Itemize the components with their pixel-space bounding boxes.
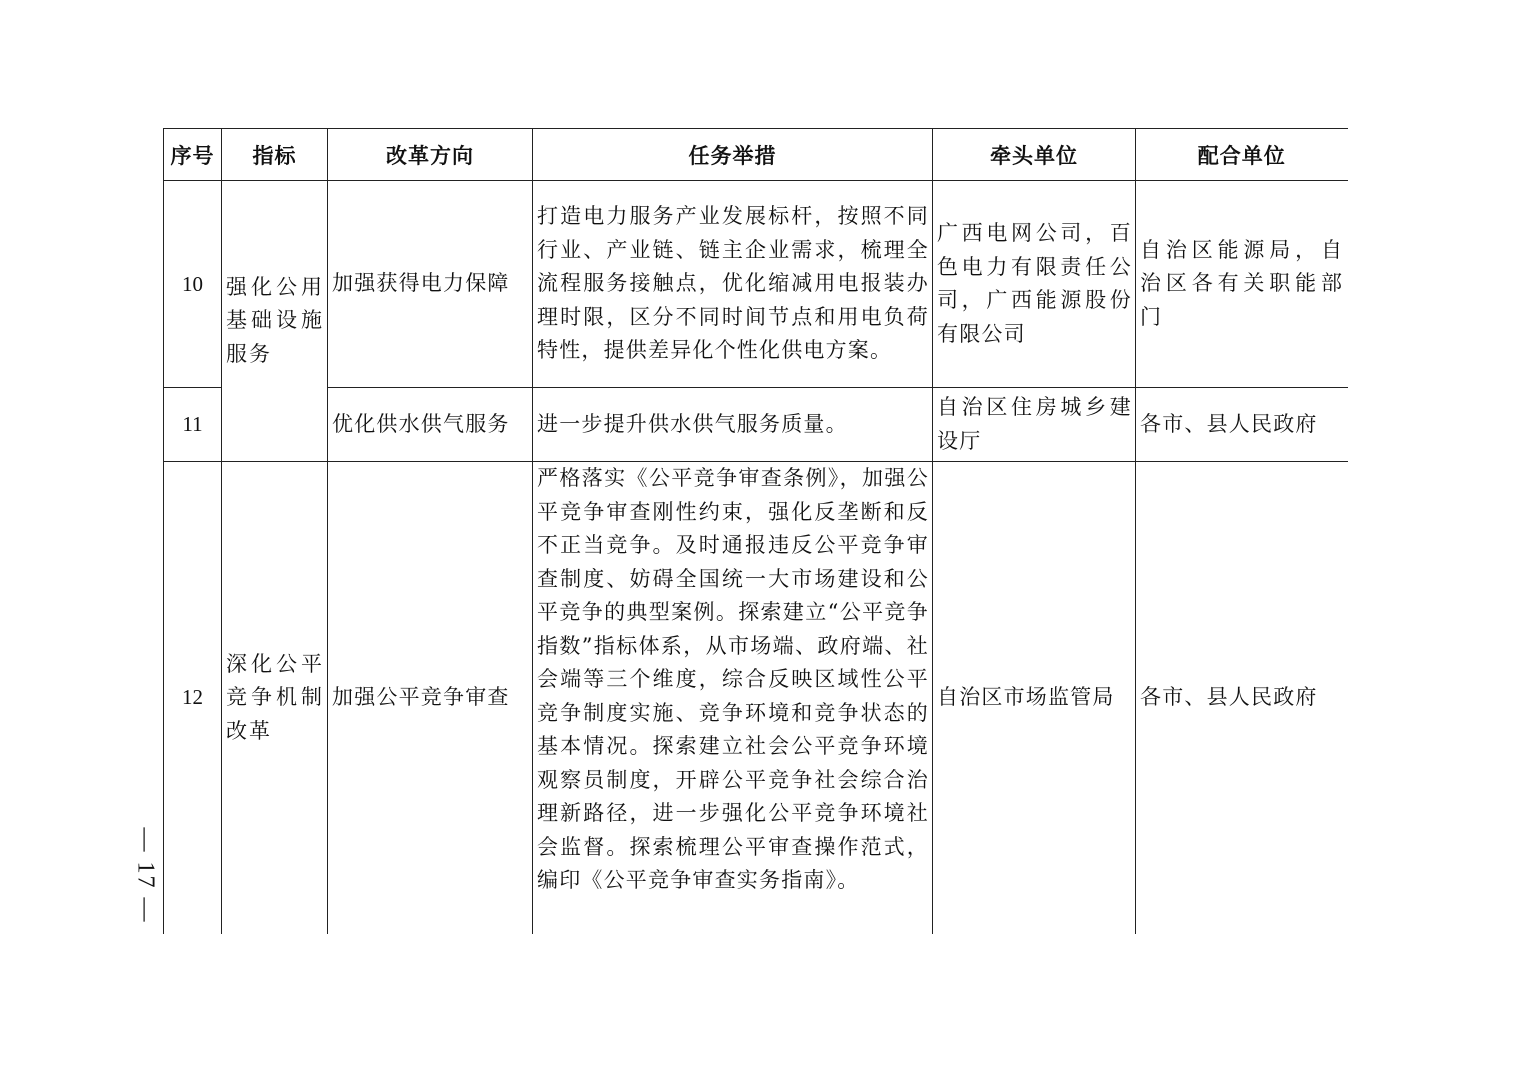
row-indicator-text: 深化公平竞争机制改革 (226, 651, 324, 743)
row-seq: 12 (164, 462, 222, 934)
row-cooperate-text: 各市、县人民政府 (1140, 411, 1318, 436)
row-lead (933, 462, 1136, 934)
row-direction-text: 加强公平竞争审查 (332, 685, 510, 709)
row-measures (533, 388, 933, 462)
row-cooperate (1136, 181, 1348, 388)
row-indicator (222, 462, 328, 934)
table-header-row (164, 129, 1348, 181)
header-indicator: 指标 (222, 129, 328, 181)
row-measures (533, 462, 933, 934)
row-measures-text: 打造电力服务产业发展标杆，按照不同行业、产业链、链主企业需求，梳理全流程服务接触点，优化缩减用电报装办理时限，区分不同时间节点和用电负荷特性，提供差异化个性化供电方案。 (537, 204, 929, 363)
row-direction (328, 462, 533, 934)
header-direction: 改革方向 (328, 129, 533, 181)
row-indicator (222, 181, 328, 462)
row-direction-text: 优化供水供气服务 (332, 411, 510, 436)
row-measures-text: 进一步提升供水供气服务质量。 (537, 411, 848, 436)
page-number (132, 815, 158, 935)
row-lead-text: 广西电网公司，百色电力有限责任公司，广西能源股份有限公司 (937, 221, 1132, 346)
row-cooperate (1136, 462, 1348, 934)
row-indicator-text: 强化公用基础设施服务 (226, 274, 324, 366)
row-direction (328, 181, 533, 388)
header-cooperate: 配合单位 (1136, 129, 1348, 181)
row-cooperate (1136, 388, 1348, 462)
row-lead-text: 自治区市场监管局 (937, 685, 1115, 709)
row-cooperate-text: 各市、县人民政府 (1140, 685, 1318, 709)
row-direction (328, 388, 533, 462)
row-direction-text: 加强获得电力保障 (332, 271, 510, 296)
table-row (164, 181, 1348, 388)
row-measures-text: 严格落实《公平竞争审查条例》，加强公平竞争审查刚性约束，强化反垄断和反不正当竞争。及时通报违反公平竞争审查制度、妨碍全国统一大市场建设和公平竞争的典型案例。探索建立“公平竞争指数”指标体系，从市场端、政府端、社会端等三个维度，综合反映区域性公平竞争制度实施、竞争环境和竞争状态的基本情况。探索建立社会公平竞争环境观察员制度，开辟公平竞争社会综合治理新路径，进一步强化公平竞争环境社会监督。探索梳理公平审查操作范式，编印《公平竞争审查实务指南》。 (537, 466, 929, 892)
table-row (164, 388, 1348, 462)
header-seq: 序号 (164, 129, 222, 181)
header-lead: 牵头单位 (933, 129, 1136, 181)
task-table (163, 128, 1348, 934)
row-measures (533, 181, 933, 388)
row-cooperate-text: 自治区能源局，自治区各有关职能部门 (1140, 237, 1345, 329)
header-measures: 任务举措 (533, 129, 933, 181)
row-lead (933, 388, 1136, 462)
row-seq: 10 (164, 181, 222, 388)
row-seq: 11 (164, 388, 222, 462)
row-lead (933, 181, 1136, 388)
page-number-text: — 17 — (132, 827, 159, 923)
row-lead-text: 自治区住房城乡建设厅 (937, 395, 1132, 453)
table-row (164, 462, 1348, 934)
